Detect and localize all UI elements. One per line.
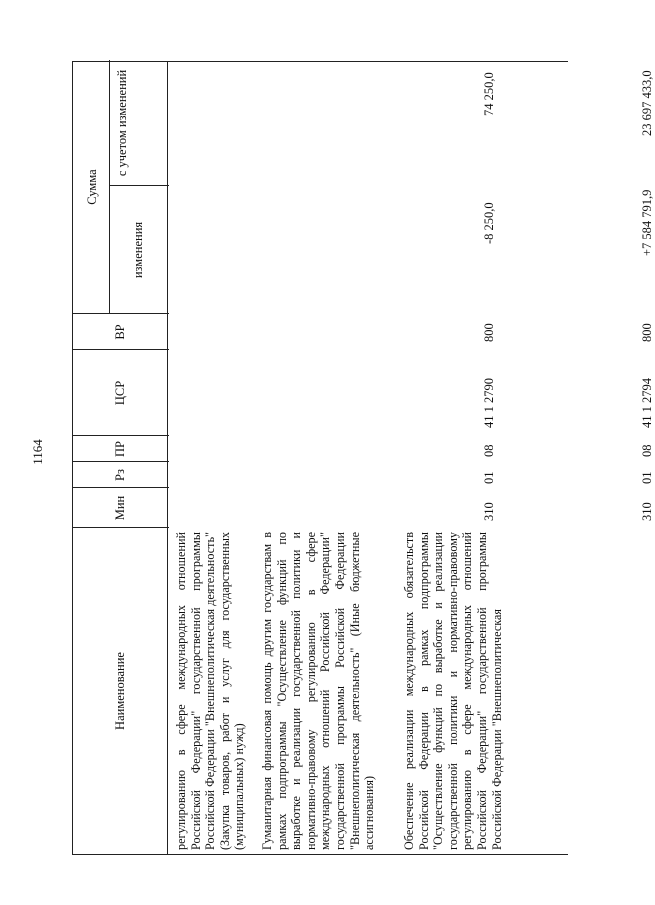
row-change: -8 250,0 [482,202,496,244]
row-rz: 01 [482,471,496,484]
page-number: 1164 [30,439,45,465]
row-total: 74 250,0 [482,72,496,116]
row-rz: 01 [640,471,654,484]
header-name: Наименование [113,652,127,730]
row-vr: 800 [640,323,654,342]
header-with-changes: с учетом изменений [115,69,129,177]
header-sum: Сумма [85,169,99,205]
row-vr: 800 [482,323,496,342]
table-body [168,61,654,855]
row-name: регулированию в сфере международных отношений Российской Федерации" государственной программы Российской Федерации "Внешнеполитическая деятельность" (Закупка товаров, работ и услуг для государственных (муниципальных) нужд) [174,532,247,850]
table-header [72,61,168,855]
row-pr: 08 [482,444,496,457]
budget-table [72,61,654,855]
header-min: Мин [113,495,127,521]
header-rz: Рз [113,469,127,481]
row-total: 23 697 433,0 [640,70,654,136]
row-name: Гуманитарная финансовая помощь другим государствам в рамках подпрограммы "Осуществление функций по выработке и реализации государственной политики и нормативно-правовому регулированию в сфере международных отношений Российской Федерации" государственной программы Российской Федерации "Внешнеполитическая деятельность" (Иные бюджетные ассигнования) [260,532,377,850]
sum-divider [109,60,110,314]
row-min: 310 [640,502,654,521]
row-pr: 08 [640,444,654,457]
row-csr: 41 1 2794 [640,378,654,428]
header-change: изменения [131,221,145,279]
row-min: 310 [482,502,496,521]
row-csr: 41 1 2790 [482,378,496,428]
header-vr: ВР [113,324,127,340]
header-pr: ПР [113,441,127,457]
row-change: +7 584 791,9 [640,189,654,256]
header-csr: ЦСР [113,380,127,406]
row-name: Обеспечение реализации международных обязательств Российской Федерации в рамках подпрограммы "Осуществление функций по выработке и реализации государственной политики и нормативно-правовому регулированию в сфере международных отношений Российской Федерации" государственной программы Российской Федерации "Внешнеполитическая [402,532,504,850]
